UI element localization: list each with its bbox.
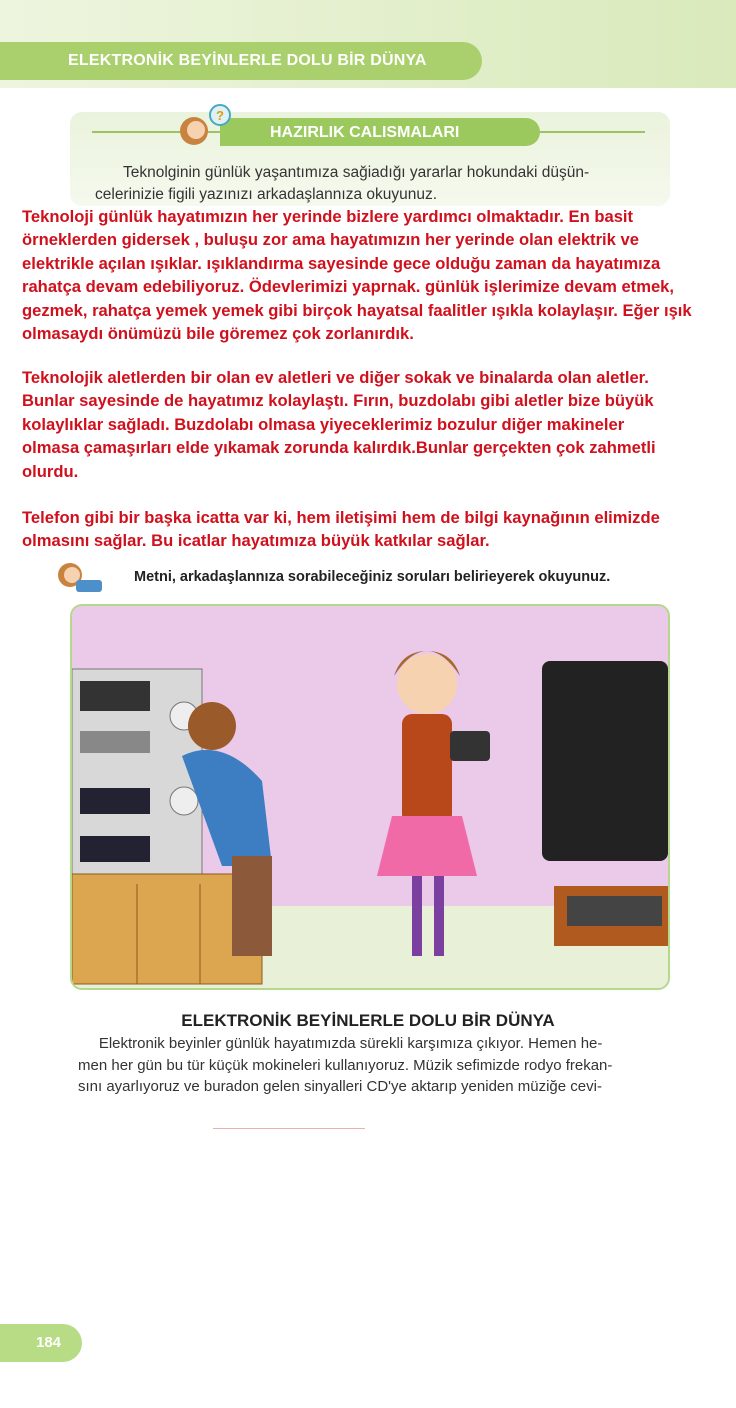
text-line: men her gün bu tür küçük mokineleri kullanıyoruz. Müzik sefimizde rodyo frekan-	[78, 1056, 613, 1074]
text-line: olmasaydı önümüzü bile göremez çok zorlanırdık.	[22, 324, 414, 344]
mascot-girl-question-icon	[172, 103, 234, 151]
text-line: Bunlar sayesinde de hayatımız kolaylaştı. Fırın, buzdolabı gibi aletler bize büyük	[22, 391, 654, 411]
section-title: ELEKTRONİK BEYİNLERLE DOLU BİR DÜNYA	[181, 1011, 555, 1030]
text-line: Teknolojik aletlerden bir olan ev aletleri ve diğer sokak ve binalarda olan aletler.	[22, 368, 649, 387]
page-number: 184	[36, 1334, 62, 1351]
preparation-instructions	[95, 162, 589, 206]
preparation-title: HAZIRLIK CALISMALARI	[270, 124, 460, 141]
text-line: gezmek, rahatça yemek yemek gibi birçok hayatsal faalitler ışıkla kolaylaşır. Eğer ışık	[22, 300, 692, 320]
text-line: rahatça devam edebiliyoruz. Ödevlerimizi yaprnak. günlük işlerimize devam etmek,	[22, 277, 675, 297]
text-line: Elektronik beyinler günlük hayatımızda sürekli karşımıza çıkıyor. Hemen he-	[78, 1035, 603, 1052]
chapter-title: ELEKTRONİK BEYİNLERLE DOLU BİR DÜNYA	[68, 52, 427, 69]
text-line: örneklerden gidersek , buluşu zor ama hayatımızın her yerinde olan elektrik ve	[22, 230, 639, 250]
answer-paragraph-1	[22, 205, 692, 345]
answer-paragraph-2	[22, 366, 656, 483]
section-body	[78, 1033, 612, 1098]
text-line: elektrikle açılan ışıklar. ışıklandırma sayesinde gece olduğu zaman da hayatımıza	[22, 253, 661, 273]
svg-text:?: ?	[216, 108, 224, 123]
text-line: olmasını sağlar. Bu icatlar hayatımıza büyük katkılar sağlar.	[22, 531, 490, 551]
divider	[540, 131, 645, 133]
text-line: olmasa çamaşırları elde yıkamak zorunda kalırdık.Bunlar gerçekten çok zahmetli	[22, 438, 656, 458]
text-line: celerinizie figili yazınızı arkadaşlannıza okuyunuz.	[95, 186, 438, 203]
text-line: kolaylıklar sağladı. Buzdolabı olmasa yiyeceklerimiz bozulur diğer makineler	[22, 414, 625, 434]
text-line: Teknoloji günlük hayatımızın her yerinde bizlere yardımcı olmaktadır. En basit	[22, 207, 634, 226]
answer-paragraph-3	[22, 506, 660, 553]
illustration-children-with-electronics	[70, 604, 670, 990]
text-line: Telefon gibi bir başka icatta var ki, hem iletişimi hem de bilgi kaynağının elimizde	[22, 508, 660, 527]
reading-instruction: Metni, arkadaşlannıza sorabileceğiniz soruları belirieyerek okuyunuz.	[134, 569, 611, 585]
text-line: Teknolginin günlük yaşantımıza sağiadığı yararlar hokundaki düşün-	[123, 164, 590, 181]
text-line: olurdu.	[22, 461, 79, 481]
text-line: sını ayarlıyoruz ve buradon gelen sinyalleri CD'ye aktarıp yeniden müziğe cevi-	[78, 1078, 602, 1095]
footnote-rule	[213, 1128, 365, 1129]
mascot-girl-reading-icon	[52, 560, 108, 596]
